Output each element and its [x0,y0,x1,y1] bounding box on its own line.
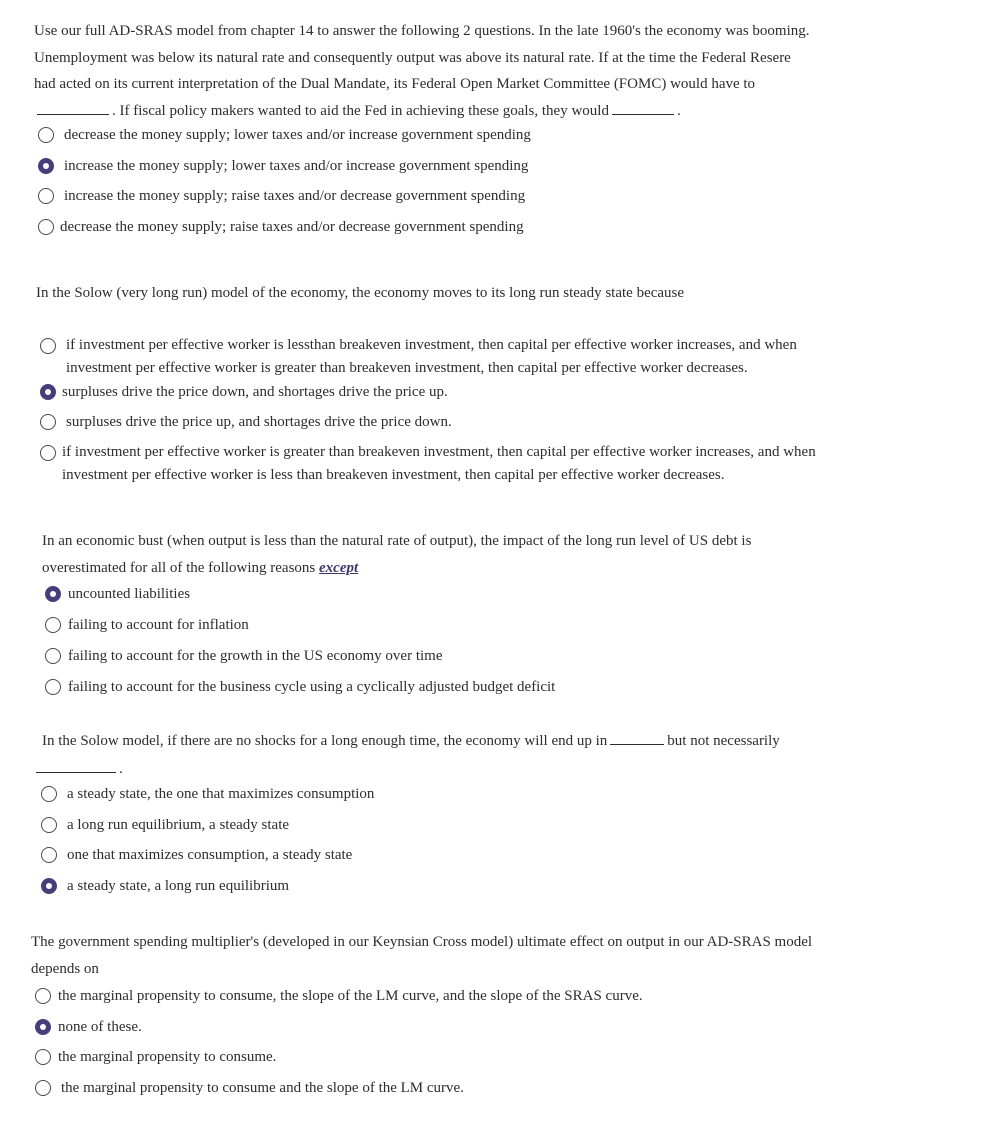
question-4-stem-text: In the Solow model, if there are no shocks for a long enough time, the economy will end up in [42,733,608,749]
option-label: failing to account for the business cycle using a cyclically adjusted budget deficit [68,679,556,695]
answer-blank [36,758,116,773]
question-5-stem: The government spending multiplier's (developed in our Keynsian Cross model) ultimate effect on output in our AD-SRAS model depends on [31,934,813,977]
question-3-option-c[interactable] [45,647,443,671]
option-label: failing to account for inflation [68,617,249,633]
option-label: one that maximizes consumption, a steady state [67,847,353,863]
question-3-stem-text: In an economic bust (when output is less than the natural rate of output), the impact of the long run level of US debt is overestimated for all of the following reasons [42,533,752,576]
question-4-stem [42,728,842,755]
stem-emphasis: except [319,559,359,576]
question-4-stem-text-2: but not necessarily [667,733,780,749]
radio-button[interactable] [35,988,51,1004]
option-label: surpluses drive the price down, and shortages drive the price up. [62,384,448,400]
question-5-option-b[interactable] [35,1018,142,1042]
question-1-option-a[interactable] [38,126,531,150]
radio-button[interactable] [41,786,57,802]
option-label: if investment per effective worker is lessthan breakeven investment, then capital per effective worker increases, and when investment per effective worker is greater than breakeven investment, then capital per effective worker decreases. [66,337,797,376]
question-2-option-b[interactable] [40,383,448,407]
question-1-option-b[interactable] [38,157,528,181]
option-label: increase the money supply; lower taxes and/or increase government spending [64,158,529,174]
option-label: the marginal propensity to consume, the slope of the LM curve, and the slope of the SRAS curve. [58,988,643,1004]
option-label: decrease the money supply; raise taxes and/or decrease government spending [60,219,524,235]
question-4-stem-line-2 [36,756,123,783]
option-label: if investment per effective worker is greater than breakeven investment, then capital per effective worker increases, and when investment per effective worker is less than breakeven investment, then capital per effective worker decreases. [62,444,816,483]
radio-button[interactable] [35,1080,51,1096]
radio-button-selected[interactable] [35,1019,51,1035]
option-label: failing to account for the growth in the US economy over time [68,648,443,664]
radio-button[interactable] [35,1049,51,1065]
question-3-option-b[interactable] [45,616,249,640]
radio-button[interactable] [40,445,56,461]
radio-button[interactable] [38,127,54,143]
option-label: uncounted liabilities [68,586,191,602]
option-label: a steady state, the one that maximizes consumption [67,786,375,802]
question-5-option-d[interactable] [35,1079,464,1103]
question-1-option-c[interactable] [38,187,525,211]
question-5-option-c[interactable] [35,1048,276,1072]
question-1-stem [34,18,814,124]
question-5-option-a[interactable] [35,987,643,1011]
radio-button-selected[interactable] [38,158,54,174]
question-2-option-a[interactable] [40,337,830,385]
answer-blank [612,100,674,115]
option-label: the marginal propensity to consume and the slope of the LM curve. [61,1080,464,1096]
question-1-option-d[interactable] [38,218,524,242]
radio-button-selected[interactable] [40,384,56,400]
answer-blank [37,100,109,115]
stem-period: . [119,761,123,777]
question-3-stem [42,528,812,581]
question-1-stem-text-2: . If fiscal policy makers wanted to aid the Fed in achieving these goals, they would [112,102,609,119]
question-4-option-c[interactable] [41,846,352,870]
option-label: a steady state, a long run equilibrium [67,878,290,894]
radio-button-selected[interactable] [41,878,57,894]
option-label: decrease the money supply; lower taxes and/or increase government spending [64,127,531,143]
question-2-option-c[interactable] [40,413,452,437]
radio-button[interactable] [40,414,56,430]
option-label: the marginal propensity to consume. [58,1049,277,1065]
answer-blank [610,730,664,745]
radio-button[interactable] [38,188,54,204]
question-3-option-d[interactable] [45,678,555,702]
question-2-stem: In the Solow (very long run) model of the economy, the economy moves to its long run steady state because [36,285,685,301]
radio-button[interactable] [40,338,56,354]
question-4-option-a[interactable] [41,785,374,809]
radio-button[interactable] [45,679,61,695]
question-4-option-b[interactable] [41,816,289,840]
radio-button[interactable] [41,847,57,863]
option-label: a long run equilibrium, a steady state [67,817,290,833]
question-1-stem-text: Use our full AD-SRAS model from chapter 14 to answer the following 2 questions. In the late 1960's the economy was booming. Unemployment was below its natural rate and consequently output was above its natural rate. If at the time the Federal Resere had acted on its current interpretation of the Dual Mandate, its Federal Open Market Committee (FOMC) would have to [34,23,810,92]
radio-button[interactable] [45,617,61,633]
radio-button[interactable] [38,219,54,235]
radio-button[interactable] [41,817,57,833]
option-label: increase the money supply; raise taxes and/or decrease government spending [64,188,526,204]
radio-button-selected[interactable] [45,586,61,602]
radio-button[interactable] [45,648,61,664]
question-2-option-d[interactable] [40,444,830,492]
question-4-option-d[interactable] [41,877,289,901]
option-label: surpluses drive the price up, and shortages drive the price down. [66,414,452,430]
question-3-option-a[interactable] [45,585,190,609]
option-label: none of these. [58,1019,142,1035]
stem-period: . [676,102,681,119]
